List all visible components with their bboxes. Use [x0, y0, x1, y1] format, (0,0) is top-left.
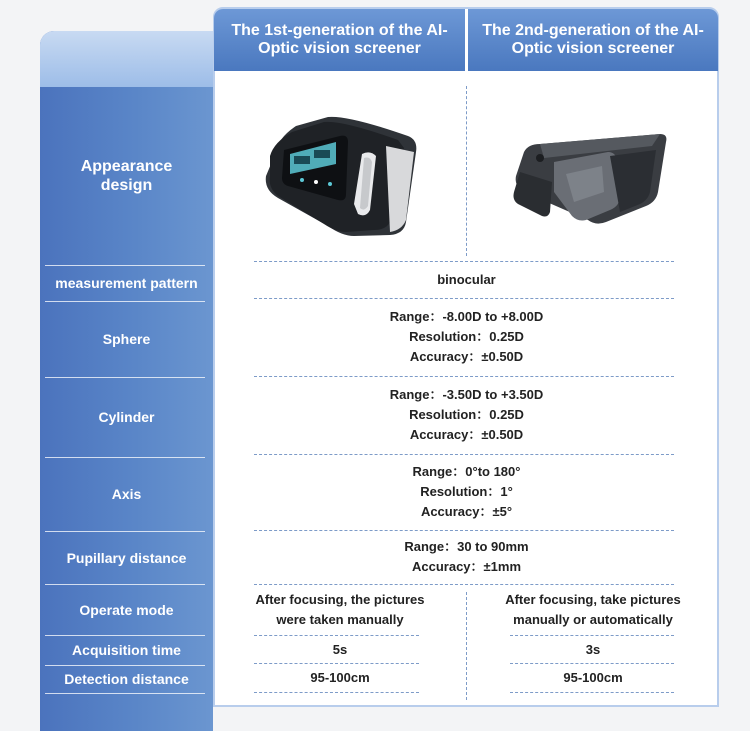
axis-value [215, 454, 718, 530]
sphere-range: Range：-8.00D to +8.00D [389, 309, 544, 324]
header-1st-generation: The 1st-generation of the AI-Optic vision screener [214, 9, 465, 71]
pattern-value [215, 262, 718, 298]
pupillary-value [215, 530, 718, 584]
label-measurement-pattern: measurement pattern [55, 275, 198, 291]
acquisition-time-1st [215, 636, 465, 664]
operate-mode-2nd [468, 584, 718, 635]
sphere-accuracy: Accuracy：±0.50D [409, 349, 524, 364]
2nd-generation-device-image [510, 122, 670, 232]
column-divider [466, 592, 467, 700]
row-divider [254, 692, 419, 693]
label-cylinder: Cylinder [98, 409, 155, 425]
header-2nd-generation: The 2nd-generation of the AI-Optic vision screener [468, 9, 718, 71]
label-axis: Axis [111, 486, 142, 502]
cylinder-range: Range：-3.50D to +3.50D [389, 387, 544, 402]
axis-accuracy: Accuracy：±5° [420, 504, 513, 519]
operate-mode-1st-line1: After focusing, the pictures [255, 591, 425, 607]
label-pupillary-distance: Pupillary distance [66, 549, 187, 566]
pupillary-range: Range：30 to 90mm [404, 539, 529, 554]
acquisition-time-1st-text: 5s [332, 642, 348, 657]
row-label-sidebar [40, 31, 213, 731]
sphere-resolution: Resolution：0.25D [409, 329, 524, 344]
label-appearance-design: Appearance design [80, 158, 173, 194]
operate-mode-1st-line2: were taken manually [276, 611, 404, 627]
acquisition-time-2nd [468, 636, 718, 664]
label-detection-distance: Detection distance [64, 671, 189, 687]
1st-generation-device-image [258, 112, 426, 242]
label-operate-mode: Operate mode [79, 601, 174, 618]
row-divider [510, 692, 674, 693]
detection-distance-2nd [468, 664, 718, 692]
cylinder-value [215, 376, 718, 454]
acquisition-time-2nd-text: 3s [585, 642, 601, 657]
label-sphere: Sphere [102, 331, 151, 347]
axis-resolution: Resolution：1° [420, 484, 513, 499]
column-divider [466, 86, 467, 256]
operate-mode-2nd-line2: manually or automatically [513, 611, 673, 627]
cylinder-accuracy: Accuracy：±0.50D [409, 427, 524, 442]
cylinder-resolution: Resolution：0.25D [409, 407, 524, 422]
pupillary-accuracy: Accuracy：±1mm [411, 559, 522, 574]
detection-distance-2nd-text: 95-100cm [563, 670, 623, 685]
operate-mode-1st [215, 584, 465, 635]
detection-distance-1st-text: 95-100cm [310, 670, 370, 685]
detection-distance-1st [215, 664, 465, 692]
sidebar-top-strip [40, 31, 213, 87]
pattern-value-text: binocular [437, 272, 496, 287]
axis-range: Range：0°to 180° [412, 464, 521, 479]
label-acquisition-time: Acquisition time [72, 642, 181, 658]
operate-mode-2nd-line1: After focusing, take pictures [505, 591, 681, 607]
sidebar-divider [45, 693, 205, 694]
sphere-value [215, 298, 718, 376]
